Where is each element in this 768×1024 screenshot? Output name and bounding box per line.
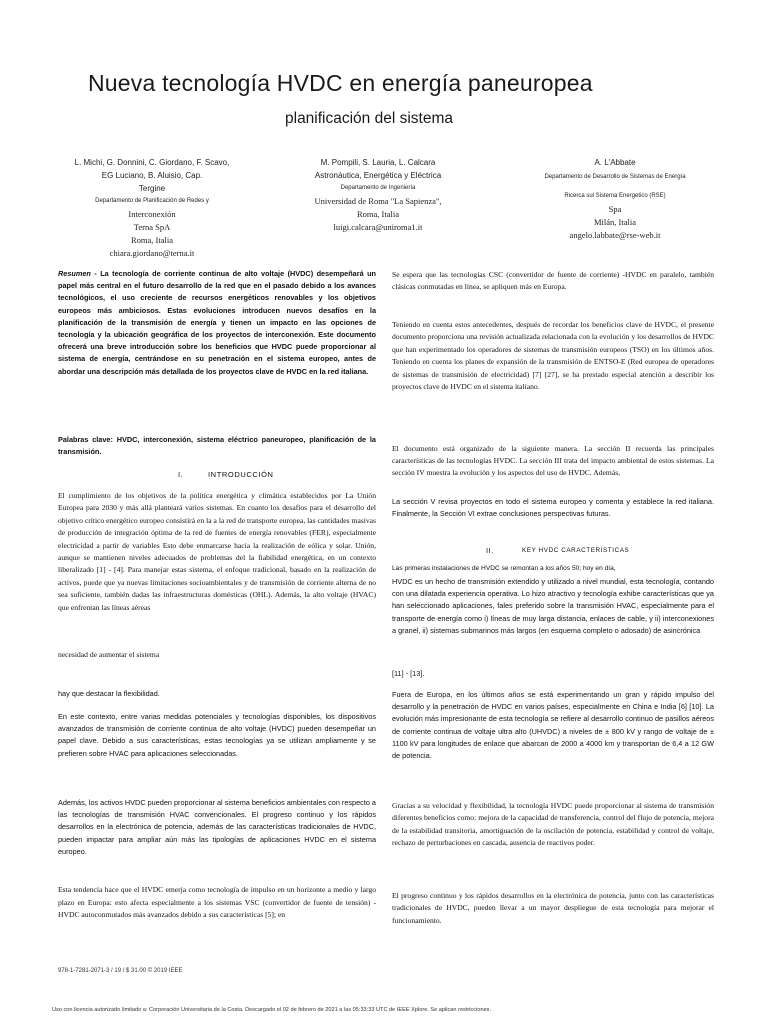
right-paragraph-4: HVDC es un hecho de transmisión extendido y utilizado a nivel mundial, esta tecnología, contando con una dilatada experiencia operativa. Lo hizo atractivo y tecnología exhibe características que ya han seleccionado aplicaciones, fales preferido sobre la transmisión HVAC, especialmente para el transporte de energía como i) líneas de muy larga distancia, enlaces de cable, y ii) interconexiones a granel, ii) sistemas submarinos más largos (en esquema completo o adosado) de asincrónica <box>392 577 714 635</box>
intro-paragraph-3: En este contexto, entre varias medidas potenciales y tecnologías disponibles, los dispositivos avanzados de transmisión de corriente continua de alto voltaje (HVDC) pueden desempeñar un papel clave. Debido a sus características, estas tecnologías ya se utilizan ampliamente y se prefieren sobre HVAC para aplicaciones seleccionadas. <box>58 712 376 758</box>
intro-paragraph-1-end: necesidad de aumentar el sistema <box>58 650 160 659</box>
author-email[interactable]: chiara.giordano@terna.it <box>109 248 195 258</box>
author-line: M. Pompili, S. Lauria, L. Calcara <box>320 158 436 167</box>
section-2-title: KEY HVDC CARACTERISTICAS <box>522 547 630 554</box>
author-block-3 <box>500 156 730 242</box>
intro-paragraph-4: Además, los activos HVDC pueden proporcionar al sistema beneficios ambientales con respecto a las tecnologías de transmisión HVAC convencionales. El progreso continuo y los rápidos desarrollos en la electrónica de potencia, además de las características tradicionales de HVDC, pueden impactar para ampliar aún más las tipologías de aplicaciones HVDC en el sistema europeo. <box>58 798 376 856</box>
intro-paragraph-2: hay que destacar la flexibilidad. <box>58 689 160 698</box>
paper-subtitle: planificación del sistema <box>285 110 454 127</box>
right-paragraph-3: El documento está organizado de la siguiente manera. La sección II recuerda las principales características de las tecnologías HVDC. La sección III trata del impacto ambiental de estos sistemas. La sección IV muestra la evolución y los aspectos del uso de HVDC. Además, <box>392 444 714 478</box>
author-line: A. L'Abbate <box>594 158 636 167</box>
paper-title: Nueva tecnología HVDC en energía paneuropea <box>88 70 593 96</box>
author-dept: Ricerca sul Sistema Energetico (RSE) <box>564 193 666 199</box>
intro-paragraph-5: Esta tendencia hace que el HVDC emerja como tecnología de impulso en un horizonte a medio y largo plazo en Europa: esto afecta especialmente a los sistemas VSC (convertidor de fuente de tensión) -HVDC autoconmutados más avanzados debido a sus características [5]; en <box>58 885 376 920</box>
author-org: Roma, Italia <box>356 209 399 219</box>
download-notice: Uso con licencia autorizado limitado a: Corporación Universitaria de la Costa. Descargado el 02 de febrero de 2021 a las 05:33:33 UTC de IEEE Xplore. Se aplican restricciones. <box>52 1007 492 1013</box>
author-org: Interconexión <box>128 209 176 219</box>
author-dept: Departamento de Desarrollo de Sistemas de Energía <box>544 174 686 180</box>
author-email[interactable]: luigi.calcara@uniroma1.it <box>333 222 423 232</box>
author-org: Spa <box>608 204 622 214</box>
author-line: Tergine <box>138 184 166 193</box>
author-block-1 <box>52 156 252 260</box>
author-email[interactable]: angelo.labbate@rse-web.it <box>569 230 661 240</box>
author-org: Universidad de Roma "La Sapienza", <box>314 196 442 206</box>
abstract-label: Resumen - <box>58 269 97 278</box>
section-2-intro: Las primeras instalaciones de HVDC se remontan a los años 50; hoy en día, <box>392 565 616 572</box>
author-org: Milán, Italia <box>593 217 636 227</box>
author-org: Roma, Italia <box>130 235 173 245</box>
section-1-title: INTRODUCCIÓN <box>208 470 274 479</box>
right-paragraph-6: Gracias a su velocidad y flexibilidad, la tecnología HVDC puede proporcionar al sistema de transmisión diferentes beneficios como: mejora de la capacidad de transferencia, control del flujo de potencia, mejora de la estabilidad transitoria, amortiguación de la oscilación de potencia, estabilidad y control de voltaje, rechazo de perturbaciones en cascada, ausencia de reactivos poder. <box>392 801 714 848</box>
author-dept: Departamento de Ingeniería <box>340 185 416 191</box>
right-paragraph-1: Se espera que las tecnologías CSC (convertidor de fuente de corriente) -HVDC en paralelo, también clásicas conmutadas en línea, se apliquen más en Europa. <box>392 270 714 292</box>
right-paragraph-5: Fuera de Europa, en los últimos años se está experimentando un gran y rápido impulso del desarrollo y la penetración de HVDC en varios países, especialmente en China e India [6] [10]. La evolución más impresionante de esta tecnología se refiere al desarrollo continuo de pasillos aéreos de corriente continua de voltaje ultra alto (UHVDC) a niveles de ± 800 kV y rango de voltaje de ± 1100 kV para longitudes de enlace que abarcan de 2000 a 4000 km y transportan de 6,4 a 12 GW de potencia. <box>392 690 714 761</box>
author-line: EG Luciano, B. Aluisio, Cap. <box>101 171 203 180</box>
right-paragraph-3b: La sección V revisa proyectos en todo el sistema europeo y comenta y establece la red italiana. Finalmente, la Sección VI extrae conclusiones perspectivas futuras. <box>392 497 714 519</box>
intro-paragraph-1: El cumplimiento de los objetivos de la política energética y climática establecidos por La Unión Europea para 2030 y más allá planteará varios sistemas. En cuanto los desafíos para el desarrollo del objetivo crítico energético europeo consistirá en la a la red de transporte europea, las cantidades masivas de producción de integración óptima de la red de fuentes de energía renovables (FER), especialmente electricidad a partir de variables Esto debe enmarcarse hacia la realización de eólica y solar. Unión, aunque se mantienen niveles adecuados de problemas del la fiabilidad energética, en un contexto liberalizado [1] - [4]. Para manejar estas sistema, el enfoque tradicional, basado en la realización de activos, puede que ya nuevas limitaciones socioambientales y de transmisión de corriente alterna de no sea suficiente, también dadas las infraestructuras domésticas (OHL). Además, la alto voltaje (HVAC) que enfrentan las líneas aéreas <box>58 491 376 612</box>
author-line: L. Michi, G. Donnini, C. Giordano, F. Scavo, <box>74 158 230 167</box>
author-line: Astronáutica, Energética y Eléctrica <box>314 171 442 180</box>
keywords: Palabras clave: HVDC, interconexión, sistema eléctrico paneuropeo, planificación de la transmisión. <box>58 435 376 457</box>
author-block-2 <box>278 156 478 234</box>
author-dept: Departamento de Planificación de Redes y <box>95 198 209 204</box>
right-paragraph-7: El progreso continuo y los rápidos desarrollos en la electrónica de potencia, junto con las características tradicionales de HVDC, pueden llevar a un mayor despliegue de esta tecnología para mejorar el funcionamiento. <box>392 891 714 925</box>
right-paragraph-4-end: [11] - [13]. <box>392 669 425 678</box>
copyright-footer: 978-1-7281-2071-3 / 19 / $ 31.00 © 2019 IEEE <box>58 968 183 974</box>
abstract-text: La tecnología de corriente continua de alto voltaje (HVDC) desempeñará un papel más central en el futuro desarrollo de la red que en el pasado debido a los avances tecnológicos, el uso creciente de recursos energéticos renovables y los objetivos europeos más ambiciosos. Estas evoluciones introducen nuevos desafíos en la planificación de la transmisión de energía y tienen un impacto en las opciones de tecnología y la ubicación geográfica de los proyectos de interconexión. Este documento ofrecerá una breve introducción sobre los beneficios que HVDC puede proporcionar al sistema de energía, centrándose en su penetración en el sistema europeo, antes de abordar una descripción más detallada de los proyectos clave de HVDC en la red italiana. <box>58 269 376 376</box>
author-org: Terna SpA <box>133 222 171 232</box>
right-paragraph-2: Teniendo en cuenta estos antecedentes, después de recordar los beneficios clave de HVDC, el presente documento proporciona una revisión actualizada relacionada con la evolución y los desarrollos de HVDC que han experimentado los operadores de sistemas de transmisión europeos (TSO) en los últimos años. Teniendo en cuenta los planes de expansión de la transmisión de ENTSO-E (Red europea de operadores de sistemas de transmisión de electricidad) [7] [27], se ha prestado especial atención a describir los proyectos clave de HVDC en el sistema italiano. <box>392 320 714 392</box>
section-2-number: II. <box>486 546 495 555</box>
abstract <box>58 268 376 378</box>
section-1-number: I. <box>178 470 184 479</box>
